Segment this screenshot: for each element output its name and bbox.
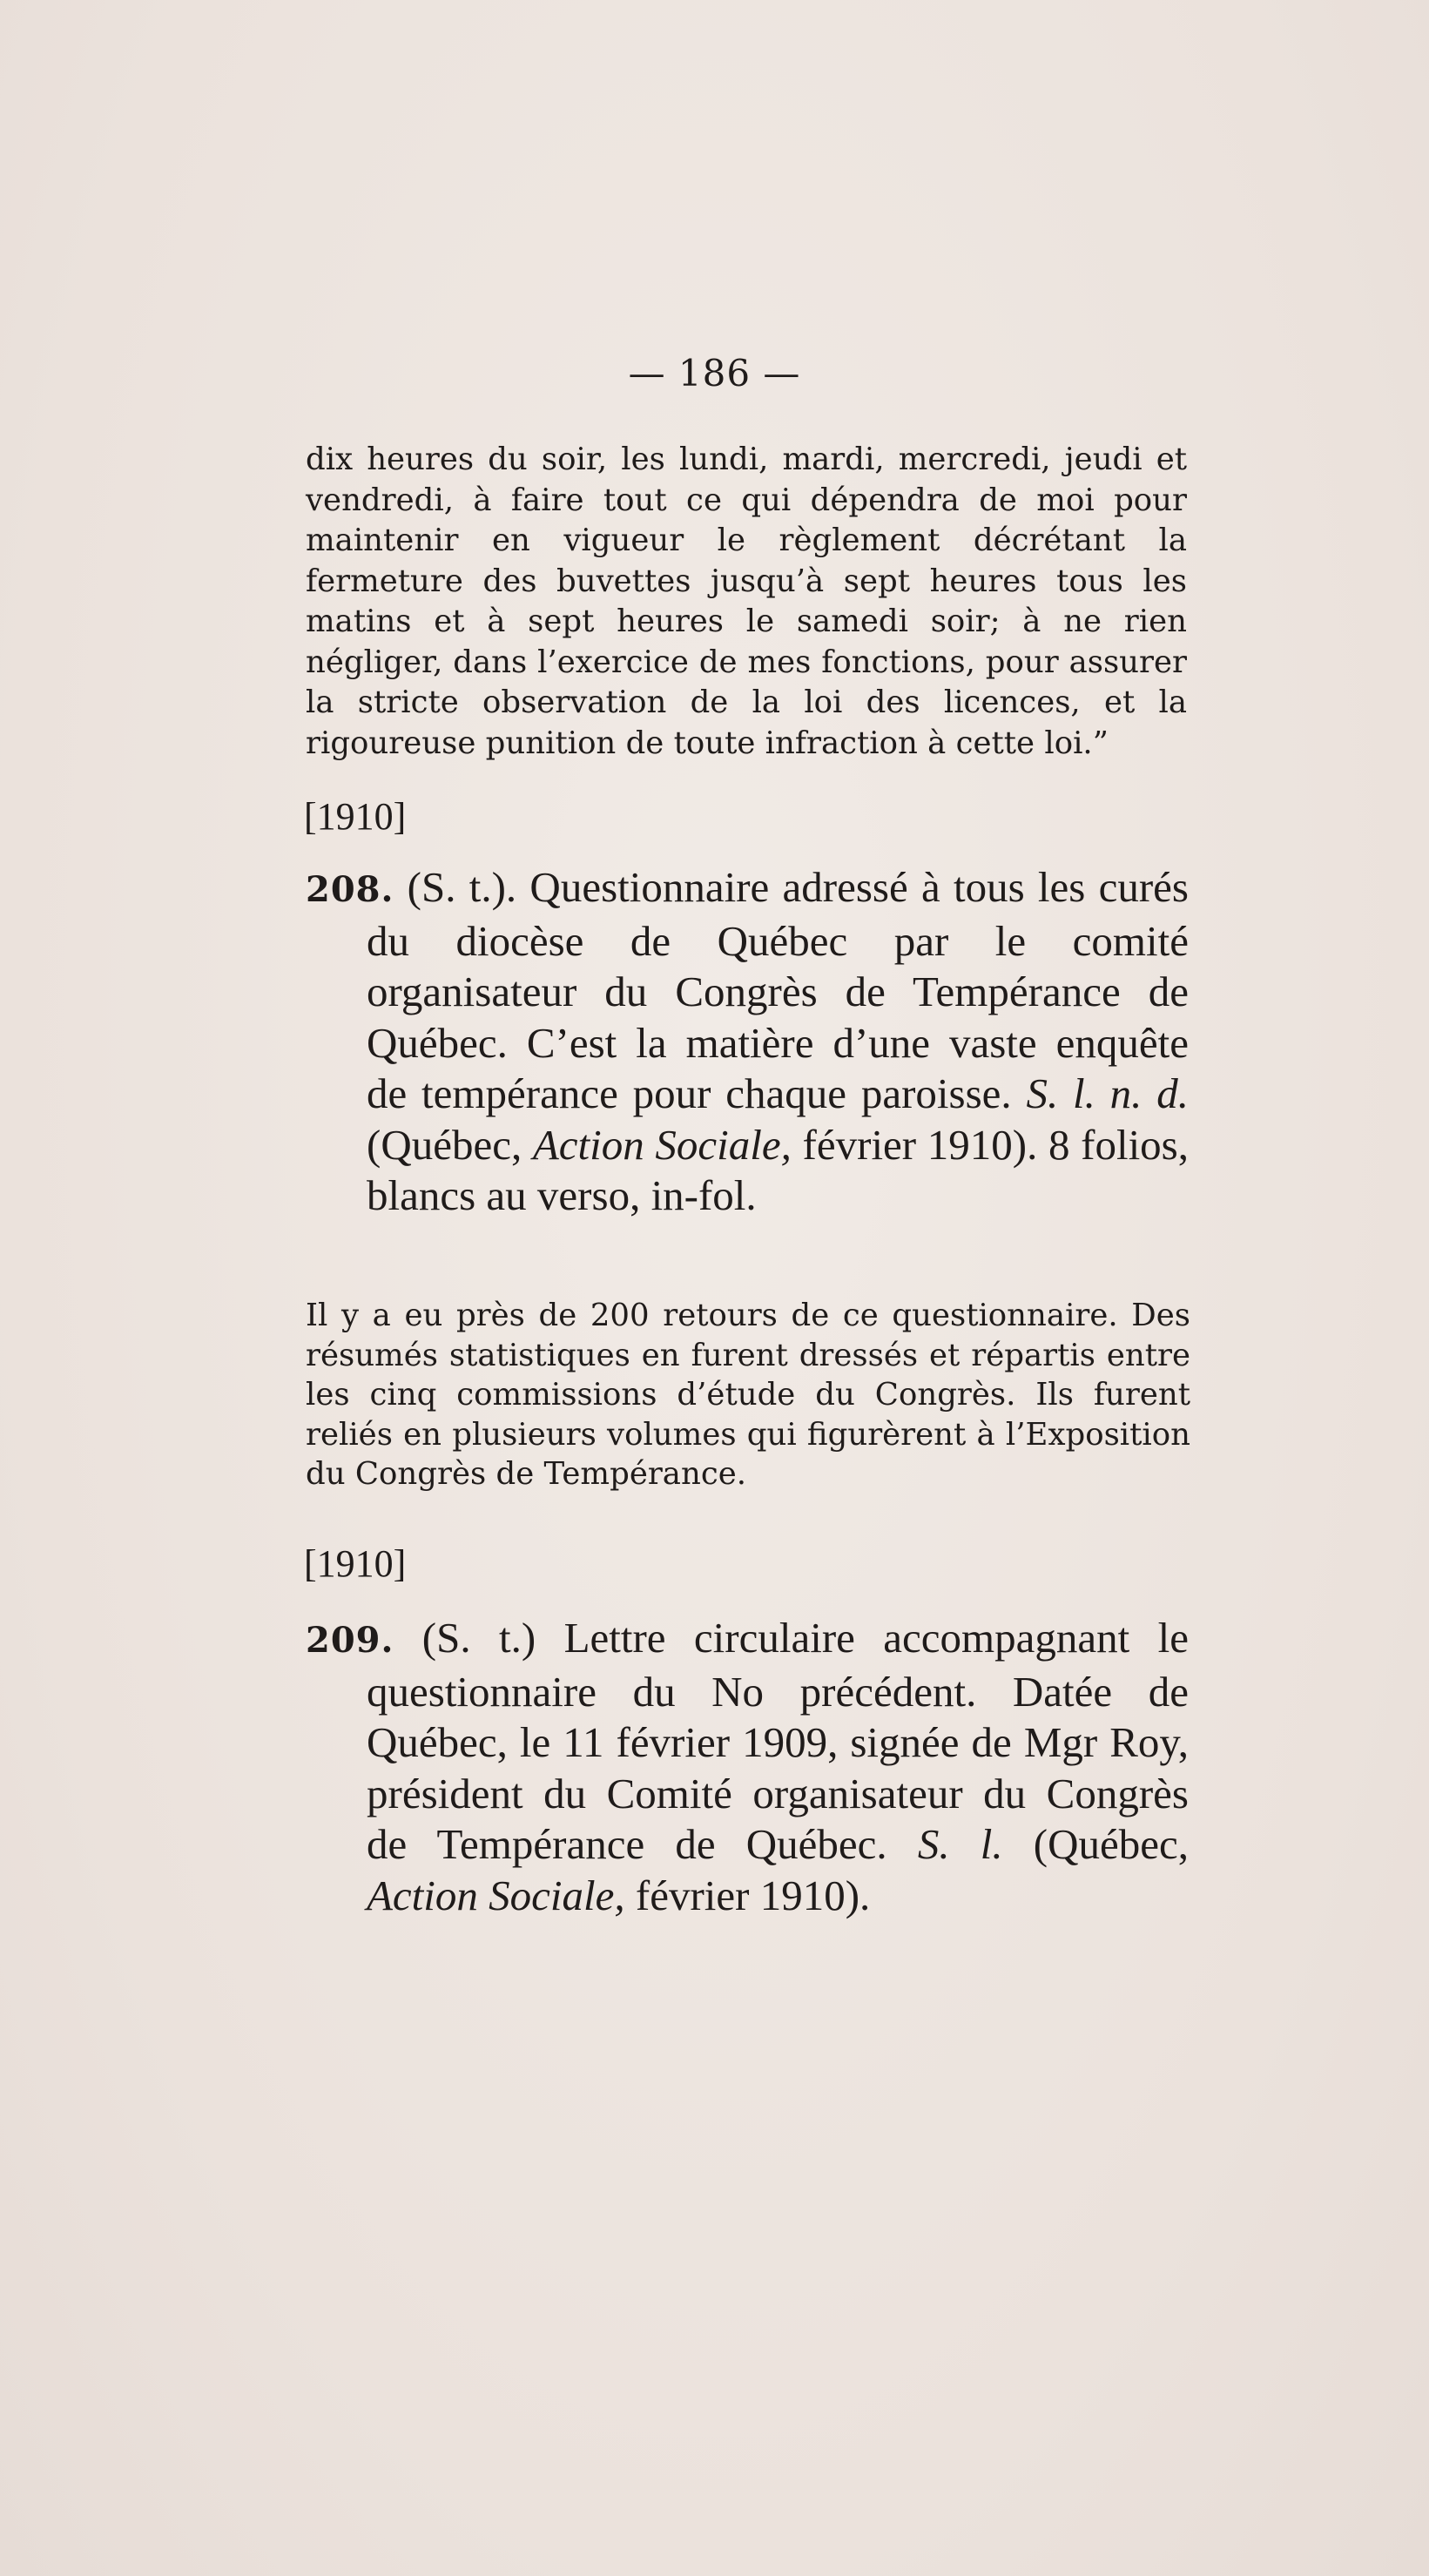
entry-208-text-a: (S. t.). Questionnaire adressé à tous les curés du diocèse de Québec par le comité organisateur du Congrès de Tempérance de Québec. C’est la matière d’une vaste enquête de tempérance pour chaque paroisse. (367, 863, 1189, 1117)
entry-208-italic-b: Action Sociale, (532, 1120, 792, 1169)
page-number: — 186 — (628, 352, 801, 394)
entry-209-text-c: février 1910). (624, 1871, 871, 1919)
entry-209-number: 209. (306, 1620, 394, 1661)
continuation-paragraph: dix heures du soir, les lundi, mardi, mercredi, jeudi et vendredi, à faire tout ce qui dépendra de moi pour maintenir en vigueur le règlement décrétant la fermeture des buvettes jusqu’à sept heures tous les matins et à sept heures le samedi soir; à ne rien négliger, dans l’exercice de mes fonctions, pour assurer la stricte observation de la loi des licences, et la rigoureuse punition de toute infraction à cette loi.” (306, 442, 1187, 761)
entry-208-italic-a: S. l. n. d. (1026, 1069, 1189, 1117)
entry-209-text-a: (S. t.) Lettre circulaire accompagnant le questionnaire du No précédent. Datée de Québec, le 11 février 1909, signée de Mgr Roy, président du Comité organisateur du Congrès de Tempérance de Québec. (367, 1614, 1189, 1868)
entry-208-text-b: (Québec, (367, 1120, 533, 1169)
entry-209-italic-a: S. l. (917, 1820, 1003, 1868)
entry-208-note: Il y a eu près de 200 retours de ce questionnaire. Des résumés statistiques en furent dressés et répartis entre les cinq commissions d’étude du Congrès. Ils furent reliés en plusieurs volumes qui figurèrent à l’Exposition du Congrès de Tempérance. (306, 1298, 1190, 1492)
entry-208-year: [1910] (304, 795, 407, 838)
entry-208-number: 208. (306, 869, 394, 910)
entry-208 (306, 862, 1189, 1222)
entry-209 (306, 1613, 1189, 1921)
entry-208-text-c: février 1910). 8 folios, blancs au verso, in-fol. (367, 1120, 1190, 1219)
entry-209-italic-b: Action Sociale, (367, 1871, 625, 1919)
entry-209-text-b: (Québec, (1002, 1820, 1189, 1868)
entry-209-year: [1910] (304, 1542, 407, 1585)
